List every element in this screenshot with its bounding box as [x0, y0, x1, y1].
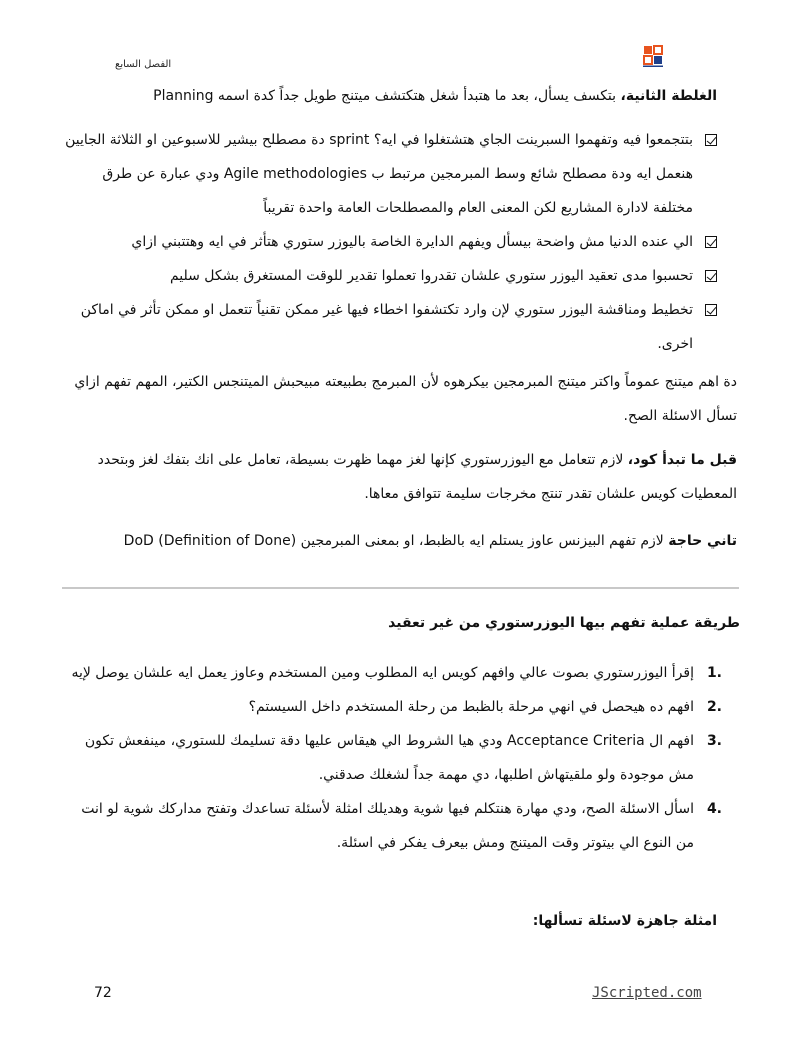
- page-number: 72: [94, 985, 112, 1001]
- section-title: طريقة عملية تفهم بيها اليوزرستوري من غير تعقيد: [388, 615, 740, 631]
- checkbox-icon: [705, 304, 717, 316]
- checklist-item-text: تخطيط ومناقشة اليوزر ستوري لإن وارد تكتشفوا اخطاء فيها غير ممكن تقنياً تتعمل او ممكن تأثر في اماكن اخرى.: [80, 302, 693, 352]
- second-thing-bold: تاني حاجة: [668, 533, 737, 549]
- step-text: إقرأ اليوزرستوري بصوت عالي وافهم كويس ايه المطلوب ومين المستخدم وعاوز يعمل ايه علشان يوصل لإيه: [71, 665, 694, 681]
- step-item: [60, 656, 722, 690]
- before-code-text: لازم تتعامل مع اليوزرستوري كإنها لغز مهما ظهرت بسيطة، تعامل على انك بتفك لغز وبتحدد المعطيات كويس علشان تقدر تنتج مخرجات سليمة تتوافق معاها.: [97, 452, 737, 502]
- intro-bold: الغلطة الثانية،: [620, 88, 717, 104]
- checklist: [60, 123, 717, 361]
- intro-text: بتكسف يسأل، بعد ما هتبدأ شغل هتكتشف ميتنج طويل جداً كدة اسمه Planning: [153, 88, 621, 104]
- checklist-item-text: تحسبوا مدى تعقيد اليوزر ستوري علشان تقدروا تعملوا تقدير للوقت المستغرق بشكل سليم: [169, 268, 693, 284]
- checklist-item: [60, 293, 717, 361]
- checklist-item: [60, 225, 717, 259]
- examples-title: امثلة جاهزة لاسئلة تسألها:: [532, 913, 717, 929]
- before-code-bold: قبل ما تبدأ كود،: [627, 452, 737, 468]
- section-divider: [62, 587, 739, 589]
- site-link[interactable]: JScripted.com: [592, 985, 702, 1001]
- checklist-item-text: بتتجمعوا فيه وتفهموا السبرينت الجاي هتشتغلوا في ايه؟ sprint دة مصطلح بيشير للاسبوعين او الثلاثة الجايين هنعمل ايه ودة مصطلح شائع وسط المبرمجين مرتبط ب Agile methodologies ودي عبارة عن طرق مختلفة لادارة المشاريع لكن المعنى العام والمصطلحات العامة واحدة تقريباً: [65, 132, 693, 216]
- checkbox-icon: [705, 236, 717, 248]
- intro-paragraph: [60, 79, 717, 113]
- steps-list: [60, 656, 722, 860]
- checklist-item: [60, 123, 717, 225]
- paragraph-meeting: دة اهم ميتنج عموماً واكتر ميتنج المبرمجين بيكرهوه لأن المبرمج بطبيعته مبيحبش الميتنجس الكتير، المهم تفهم ازاي تسأل الاسئلة الصح.: [74, 374, 737, 424]
- step-text: افهم ده هيحصل في انهي مرحلة بالظبط من رحلة المستخدم داخل السيستم؟: [248, 699, 694, 715]
- step-item: [60, 690, 722, 724]
- step-text: اسأل الاسئلة الصح، ودي مهارة هنتكلم فيها شوية وهديلك امثلة لأسئلة تساعدك وتفتح مداركك شوية لو انت من النوع الي بيتوتر وقت الميتنج ومش بيعرف يفكر في اسئلة.: [81, 801, 694, 851]
- paragraph-second-thing: [60, 524, 737, 558]
- checkbox-icon: [705, 134, 717, 146]
- step-text: افهم ال Acceptance Criteria ودي هيا الشروط الي هيقاس عليها دقة تسليمك للستوري، مينفعش تكون مش موجودة ولو ملقيتهاش اطلبها، دي مهمة جداً لشغلك صدقني.: [84, 733, 694, 783]
- second-thing-text: لازم تفهم البيزنس عاوز يستلم ايه بالظبط، او بمعنى المبرمجين DoD (Definition of Done): [123, 533, 669, 549]
- step-number: 3.: [706, 733, 722, 749]
- chapter-title: الفصل السابع: [115, 59, 172, 70]
- step-number: 1.: [706, 665, 722, 681]
- step-number: 4.: [706, 801, 722, 817]
- step-item: [60, 792, 722, 860]
- checklist-item: [60, 259, 717, 293]
- step-item: [60, 724, 722, 792]
- paragraph-before-code: [60, 443, 737, 511]
- checkbox-icon: [705, 270, 717, 282]
- checklist-item-text: الي عنده الدنيا مش واضحة بيسأل ويفهم الدايرة الخاصة باليوزر ستوري هتأثر في ايه وهتتبني ازاي: [131, 234, 693, 250]
- step-number: 2.: [706, 699, 722, 715]
- jscripted-logo-icon: [641, 44, 665, 68]
